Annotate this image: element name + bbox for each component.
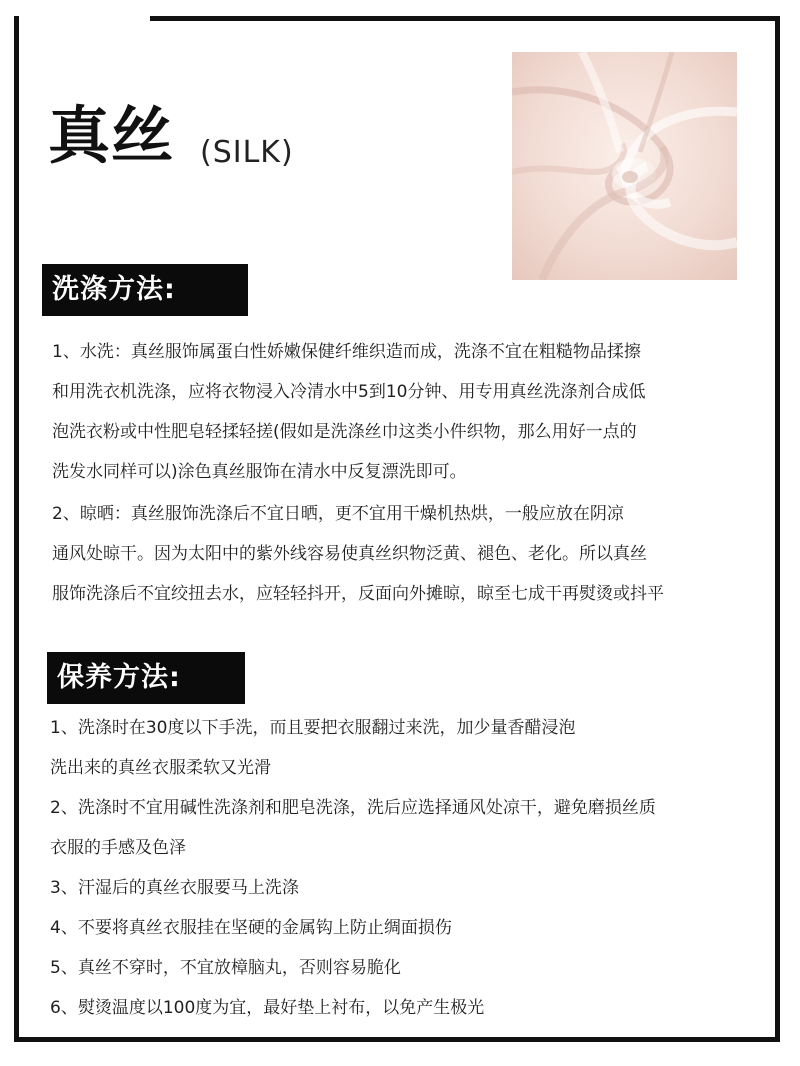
frame-border-top: [150, 16, 780, 21]
frame-border-right: [775, 16, 780, 1042]
care-method-header: 保养方法:: [47, 652, 245, 704]
washing-method-header: 洗涤方法:: [42, 264, 248, 316]
frame-border-left: [14, 16, 19, 1042]
silk-fabric-image: [512, 52, 737, 280]
washing-paragraph-hand-wash: 1、水洗：真丝服饰属蛋白性娇嫩保健纤维织造而成，洗涤不宜在粗糙物品揉擦 和用洗衣机洗涤，应将衣物浸入冷清水中5到10分钟、用专用真丝洗涤剂合成低 泡洗衣粉或中性肥皂轻揉轻搓(假如是洗涤丝巾这类小件织物，那么用好一点的 洗发水同样可以)涂色真丝服饰在清水中反复漂洗即可。: [52, 342, 646, 482]
frame-border-bottom: [14, 1037, 780, 1042]
care-instructions-list: 1、洗涤时在30度以下手洗，而且要把衣服翻过来洗，加少量香醋浸泡 洗出来的真丝衣服柔软又光滑 2、洗涤时不宜用碱性洗涤剂和肥皂洗涤，洗后应选择通风处凉干，避免磨损丝质 衣服的手感及色泽 3、汗湿后的真丝衣服要马上洗涤 4、不要将真丝衣服挂在坚硬的金属钩上防止绸面损伤 5、真丝不穿时，不宜放樟脑丸，否则容易脆化 6、熨烫温度以100度为宜，最好垫上衬布，以免产生极光: [50, 718, 656, 1018]
page-subtitle: (SILK): [200, 135, 294, 170]
page-title: 真丝: [48, 99, 175, 172]
washing-paragraph-drying: 2、晾晒：真丝服饰洗涤后不宜日晒，更不宜用干燥机热烘，一般应放在阴凉 通风处晾干。因为太阳中的紫外线容易使真丝织物泛黄、褪色、老化。所以真丝 服饰洗涤后不宜绞扭去水，应轻轻抖开，反面向外摊晾，晾至七成干再熨烫或抖平: [52, 504, 664, 604]
